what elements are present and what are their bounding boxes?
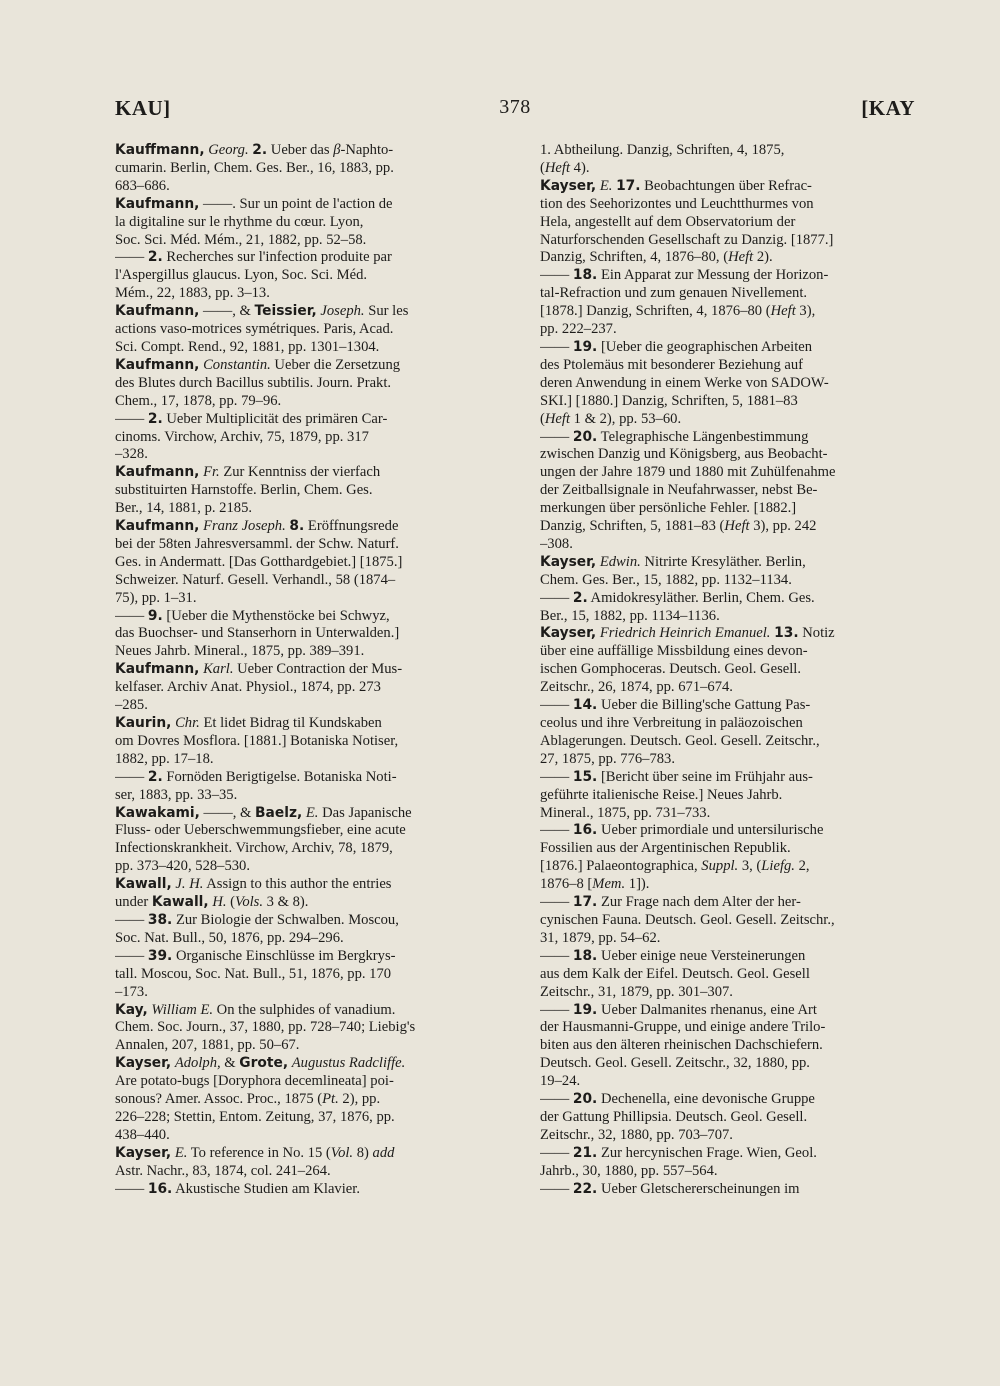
entry-line: —— 18. Ein Apparat zur Messung der Horizon- — [540, 267, 829, 284]
entry-line: Fluss- oder Ueberschwemmungsfieber, eine acute — [115, 822, 406, 839]
entry-line: Kaufmann, Constantin. Ueber die Zersetzung — [115, 356, 401, 373]
entry-line: [1876.] Palaeontographica, Suppl. 3, (Liefg. 2, — [540, 858, 810, 875]
entry-line: —— 20. Dechenella, eine devonische Gruppe — [540, 1091, 815, 1108]
entry-line: Kawakami, ——, & Baelz, E. Das Japanische — [115, 804, 412, 821]
bibliography-entry — [115, 303, 498, 357]
bibliography-entry — [540, 1002, 915, 1092]
bibliography-entry — [115, 464, 498, 518]
entry-line: —— 16. Akustische Studien am Klavier. — [115, 1180, 360, 1197]
entry-line: —— 20. Telegraphische Längenbestimmung — [540, 428, 809, 445]
entry-line: cinoms. Virchow, Archiv, 75, 1879, pp. 317 — [115, 428, 369, 445]
bibliography-entry — [540, 178, 915, 268]
right-column — [540, 142, 915, 1198]
bibliography-entry — [540, 948, 915, 1002]
entry-line: Infectionskrankheit. Virchow, Archiv, 78, 1879, — [115, 840, 393, 857]
entry-line: der Hausmanni-Gruppe, und einige andere Trilo- — [540, 1019, 826, 1036]
left-column — [115, 142, 498, 1198]
entry-line: om Dovres Mosflora. [1881.] Botaniska Notiser, — [115, 732, 399, 749]
entry-line: ceolus und ihre Verbreitung in paläozoischen — [540, 715, 803, 731]
entry-line: Fossilien aus der Argentinischen Republik. — [540, 840, 791, 857]
entry-line: Kayser, E. To reference in No. 15 (Vol. 8) add — [115, 1144, 395, 1161]
entry-line: zwischen Danzig und Königsberg, aus Beobacht- — [540, 446, 828, 463]
entry-line: l'Aspergillus glaucus. Lyon, Soc. Sci. Méd. — [115, 267, 368, 284]
entry-line: –285. — [115, 697, 148, 714]
entry-line: Kaufmann, ——. Sur un point de l'action de — [115, 195, 393, 212]
entry-line: 27, 1875, pp. 776–783. — [540, 750, 675, 767]
entry-line: Kawall, J. H. Assign to this author the entries — [115, 876, 392, 893]
entry-line: Ges. in Andermatt. [Das Gotthardgebiet.] [1875.] — [115, 553, 403, 570]
entry-line: des Blutes durch Bacillus subtilis. Journ. Prakt. — [115, 374, 392, 391]
entry-line: Kayser, Edwin. Nitrirte Kresyläther. Berlin, — [540, 553, 806, 570]
entry-line: Annalen, 207, 1881, pp. 50–67. — [115, 1037, 300, 1054]
entry-line: 226–228; Stettin, Entom. Zeitung, 37, 1876, pp. — [115, 1108, 395, 1125]
entry-line: —— 18. Ueber einige neue Versteinerungen — [540, 947, 806, 964]
entry-line: under Kawall, H. (Vols. 3 & 8). — [115, 894, 309, 911]
entry-line: Kaufmann, Karl. Ueber Contraction der Mus- — [115, 661, 403, 678]
entry-line: Ber., 15, 1882, pp. 1134–1136. — [540, 607, 720, 624]
entry-line: tion des Seehorizontes und Leuchtthurmes von — [540, 195, 814, 212]
entry-line: Kaufmann, ——, & Teissier, Joseph. Sur les — [115, 303, 409, 320]
bibliography-entry — [115, 805, 498, 877]
entry-line: 1876–8 [Mem. 1]). — [540, 876, 650, 893]
entry-line: —— 9. [Ueber die Mythenstöcke bei Schwyz, — [115, 607, 390, 624]
bibliography-entry — [115, 357, 498, 411]
bibliography-entry — [115, 1055, 498, 1145]
entry-line: Chem. Soc. Journ., 37, 1880, pp. 728–740; Liebig's — [115, 1019, 416, 1036]
bibliography-entry — [115, 411, 498, 465]
entry-line: –308. — [540, 535, 573, 552]
bibliography-entry — [540, 429, 915, 554]
entry-line: sonous? Amer. Assoc. Proc., 1875 (Pt. 2), pp. — [115, 1091, 381, 1108]
bibliography-entry — [540, 1145, 915, 1181]
entry-line: Kayser, E. 17. Beobachtungen über Refrac- — [540, 177, 812, 194]
entry-line: Kayser, Friedrich Heinrich Emanuel. 13. Notiz — [540, 625, 835, 642]
entry-line: tal-Refraction und zum genauen Nivellement. — [540, 285, 808, 302]
bibliography-entry — [540, 267, 915, 339]
entry-line: Astr. Nachr., 83, 1874, col. 241–264. — [115, 1162, 331, 1179]
entry-line: Kaurin, Chr. Et lidet Bidrag til Kundskaben — [115, 715, 382, 731]
entry-line: ungen der Jahre 1879 und 1880 mit Zuhülfenahme — [540, 464, 836, 481]
entry-line: SKI.] [1880.] Danzig, Schriften, 5, 1881–83 — [540, 392, 798, 409]
entry-line: 19–24. — [540, 1073, 581, 1090]
entry-line: Kay, William E. On the sulphides of vanadium. — [115, 1001, 396, 1018]
entry-line: la digitaline sur le rhythme du cœur. Lyon, — [115, 213, 364, 230]
entry-line: kelfaser. Archiv Anat. Physiol., 1874, pp. 273 — [115, 679, 381, 696]
entry-line: —— 2. Amidokresyläther. Berlin, Chem. Ges. — [540, 589, 815, 606]
header-left-guide-word: KAU] — [115, 96, 171, 120]
entry-line: Chem., 17, 1878, pp. 79–96. — [115, 392, 282, 409]
entry-line: ischen Gomphoceras. Deutsch. Geol. Gesell. — [540, 661, 801, 678]
bibliography-entry — [115, 948, 498, 1002]
entry-line: der Zeitballsignale in Neufahrwasser, nebst Be- — [540, 482, 818, 499]
entry-line: Hela, angestellt auf dem Observatorium der — [540, 213, 796, 230]
entry-line: –173. — [115, 983, 148, 1000]
entry-line: Soc. Nat. Bull., 50, 1876, pp. 294–296. — [115, 929, 344, 946]
entry-line: —— 15. [Bericht über seine im Frühjahr aus- — [540, 768, 813, 785]
entry-line: [1878.] Danzig, Schriften, 4, 1876–80 (Heft 3), — [540, 303, 816, 320]
entry-line: —— 16. Ueber primordiale und untersilurische — [540, 822, 824, 839]
bibliography-entry — [115, 1181, 498, 1199]
entry-line: —— 17. Zur Frage nach dem Alter der her- — [540, 894, 801, 911]
entry-line: 31, 1879, pp. 54–62. — [540, 929, 661, 946]
entry-line: biten aus den älteren rheinischen Dachschiefern. — [540, 1037, 823, 1054]
entry-line: —— 19. [Ueber die geographischen Arbeiten — [540, 338, 813, 355]
entry-line: Jahrb., 30, 1880, pp. 557–564. — [540, 1162, 718, 1179]
bibliography-entry — [115, 876, 498, 912]
entry-line: pp. 222–237. — [540, 321, 617, 338]
entry-line: Chem. Ges. Ber., 15, 1882, pp. 1132–1134. — [540, 571, 792, 588]
entry-line: bei der 58ten Jahresversamml. der Schw. Naturf. — [115, 535, 399, 552]
entry-line: Kayser, Adolph, & Grote, Augustus Radcliffe. — [115, 1055, 406, 1072]
entry-line: Naturforschenden Gesellschaft zu Danzig. [1877.] — [540, 231, 834, 248]
entry-line: 438–440. — [115, 1126, 170, 1143]
entry-line: Schweizer. Naturf. Gesell. Verhandl., 58 (1874– — [115, 571, 396, 588]
entry-line: —— 38. Zur Biologie der Schwalben. Moscou, — [115, 911, 399, 928]
entry-line: (Heft 1 & 2), pp. 53–60. — [540, 410, 682, 427]
page-number: 378 — [499, 96, 531, 118]
entry-line: Ablagerungen. Deutsch. Geol. Gesell. Zeitschr., — [540, 732, 820, 749]
entry-line: über eine auffällige Missbildung eines devon- — [540, 643, 808, 660]
entry-line: ser, 1883, pp. 33–35. — [115, 786, 238, 803]
entry-line: Kaufmann, Franz Joseph. 8. Eröffnungsrede — [115, 518, 399, 535]
entry-line: Ber., 14, 1881, p. 2185. — [115, 500, 253, 517]
bibliography-entry — [115, 518, 498, 608]
entry-line: das Buochser- und Stanserhorn in Unterwalden.] — [115, 625, 400, 642]
entry-line: (Heft 4). — [540, 159, 590, 176]
entry-line: merkungen über persönliche Fehler. [1882.] — [540, 500, 797, 517]
bibliography-entry — [540, 894, 915, 948]
entry-line: —— 2. Ueber Multiplicität des primären Car- — [115, 410, 388, 427]
entry-line: Mineral., 1875, pp. 731–733. — [540, 804, 711, 821]
bibliography-entry — [540, 339, 915, 429]
entry-line: 683–686. — [115, 177, 170, 194]
bibliography-entry — [540, 822, 915, 894]
bibliography-entry — [115, 196, 498, 250]
entry-line: Zeitschr., 26, 1874, pp. 671–674. — [540, 679, 733, 696]
entry-line: geführte italienische Reise.] Neues Jahrb. — [540, 786, 783, 803]
entry-line: aus dem Kalk der Eifel. Deutsch. Geol. Gesell — [540, 965, 810, 982]
entry-line: der Gattung Phillipsia. Deutsch. Geol. Gesell. — [540, 1108, 808, 1125]
bibliography-entry — [115, 608, 498, 662]
bibliography-entry — [540, 1181, 915, 1199]
running-header — [115, 96, 915, 126]
entry-line: 1. Abtheilung. Danzig, Schriften, 4, 1875, — [540, 142, 785, 158]
entry-line: des Ptolemäus mit besonderer Beziehung auf — [540, 356, 804, 373]
entry-line: Are potato-bugs [Doryphora decemlineata] poi- — [115, 1073, 394, 1090]
bibliography-entry — [115, 249, 498, 303]
entry-line: 75), pp. 1–31. — [115, 589, 197, 606]
bibliography-entry — [540, 590, 915, 626]
bibliography-entry — [115, 142, 498, 196]
entry-line: deren Anwendung in einem Werke von SADOW- — [540, 374, 829, 391]
bibliography-entry — [540, 769, 915, 823]
entry-line: 1882, pp. 17–18. — [115, 750, 214, 767]
bibliography-entry — [540, 1091, 915, 1145]
entry-line: —— 19. Ueber Dalmanites rhenanus, eine Art — [540, 1001, 817, 1018]
bibliography-entry — [540, 625, 915, 697]
entry-line: actions vaso-motrices symétriques. Paris, Acad. — [115, 321, 394, 338]
bibliography-entry — [540, 142, 915, 178]
bibliography-entry — [540, 697, 915, 769]
entry-line: —— 21. Zur hercynischen Frage. Wien, Geol. — [540, 1144, 817, 1161]
entry-line: Zeitschr., 31, 1879, pp. 301–307. — [540, 983, 733, 1000]
entry-line: —— 22. Ueber Gletschererscheinungen im — [540, 1180, 800, 1197]
bibliography-entry — [115, 1002, 498, 1056]
entry-line: Danzig, Schriften, 5, 1881–83 (Heft 3), pp. 242 — [540, 518, 817, 535]
entry-line: –328. — [115, 446, 148, 463]
bibliography-entry — [540, 554, 915, 590]
bibliography-entry — [115, 715, 498, 769]
entry-line: cynischen Fauna. Deutsch. Geol. Gesell. Zeitschr., — [540, 911, 835, 928]
entry-line: —— 2. Recherches sur l'infection produite par — [115, 249, 392, 266]
entry-line: Danzig, Schriften, 4, 1876–80, (Heft 2). — [540, 249, 773, 266]
entry-line: pp. 373–420, 528–530. — [115, 858, 250, 875]
entry-line: Neues Jahrb. Mineral., 1875, pp. 389–391. — [115, 643, 365, 660]
header-right-guide-word: [KAY — [861, 96, 915, 120]
bibliography-entry — [115, 1145, 498, 1181]
entry-line: —— 2. Fornöden Berigtigelse. Botaniska Noti- — [115, 768, 397, 785]
entry-line: Deutsch. Geol. Gesell. Zeitschr., 32, 1880, pp. — [540, 1055, 810, 1072]
entry-line: substituirten Harnstoffe. Berlin, Chem. Ges. — [115, 482, 373, 499]
entry-line: Soc. Sci. Méd. Mém., 21, 1882, pp. 52–58. — [115, 231, 367, 248]
entry-line: tall. Moscou, Soc. Nat. Bull., 51, 1876, pp. 170 — [115, 965, 392, 982]
bibliography-entry — [115, 912, 498, 948]
entry-line: Kaufmann, Fr. Zur Kenntniss der vierfach — [115, 464, 381, 481]
entry-line: Sci. Compt. Rend., 92, 1881, pp. 1301–1304. — [115, 338, 380, 355]
entry-line: cumarin. Berlin, Chem. Ges. Ber., 16, 1883, pp. — [115, 159, 394, 176]
entry-line: Kauffmann, Georg. 2. Ueber das β-Naphto- — [115, 142, 394, 158]
bibliography-entry — [115, 661, 498, 715]
entry-line: —— 39. Organische Einschlüsse im Bergkrys- — [115, 947, 396, 964]
entry-line: Mém., 22, 1883, pp. 3–13. — [115, 285, 270, 302]
bibliography-entry — [115, 769, 498, 805]
entry-line: —— 14. Ueber die Billing'sche Gattung Pas- — [540, 697, 811, 714]
entry-line: Zeitschr., 32, 1880, pp. 703–707. — [540, 1126, 733, 1143]
